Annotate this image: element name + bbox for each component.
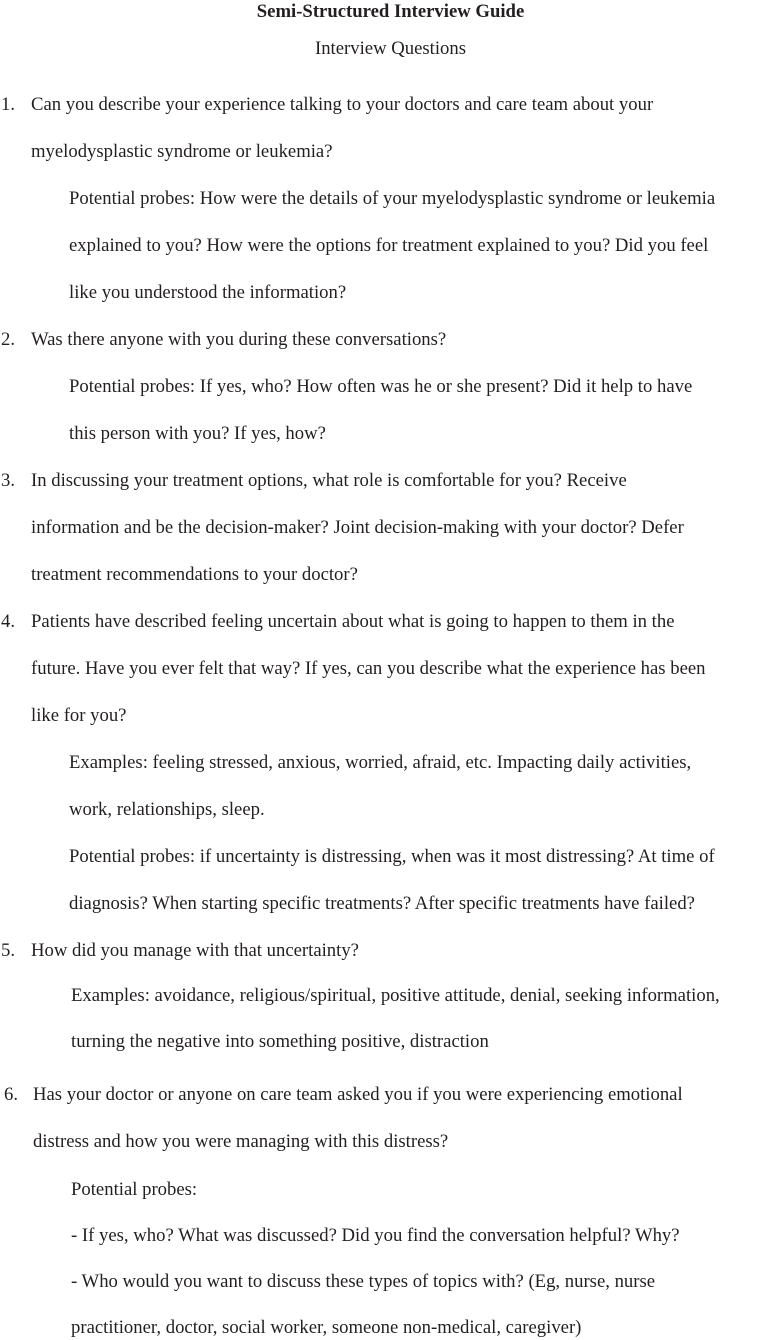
example-text-line: Examples: avoidance, religious/spiritual, positive attitude, denial, seeking information, xyxy=(71,985,720,1006)
question-number: 5. xyxy=(1,940,16,961)
probe-text-line: - If yes, who? What was discussed? Did you find the conversation helpful? Why? xyxy=(71,1225,680,1246)
probe-text-line: - Who would you want to discuss these types of topics with? (Eg, nurse, nurse xyxy=(71,1271,656,1292)
question-text-line: Has your doctor or anyone on care team asked you if you were experiencing emotional xyxy=(33,1084,683,1105)
question-text-line: information and be the decision-maker? Joint decision-making with your doctor? Defer xyxy=(31,517,684,538)
question-text-line: In discussing your treatment options, what role is comfortable for you? Receive xyxy=(31,470,627,491)
question-text-line: like for you? xyxy=(31,705,127,726)
probe-text-line: diagnosis? When starting specific treatments? After specific treatments have failed? xyxy=(69,893,695,914)
question-number: 4. xyxy=(1,611,16,632)
question-text-line: future. Have you ever felt that way? If yes, can you describe what the experience has been xyxy=(31,658,706,679)
question-text-line: distress and how you were managing with this distress? xyxy=(33,1131,449,1152)
question-text-line: Was there anyone with you during these conversations? xyxy=(31,329,447,350)
document-title: Semi-Structured Interview Guide xyxy=(256,1,525,22)
example-text-line: work, relationships, sleep. xyxy=(69,799,265,820)
probe-text-line: practitioner, doctor, social worker, someone non-medical, caregiver) xyxy=(71,1317,582,1338)
probe-text-line: like you understood the information? xyxy=(69,282,347,303)
question-number: 2. xyxy=(1,329,16,350)
probe-text-line: explained to you? How were the options for treatment explained to you? Did you feel xyxy=(69,235,709,256)
question-number: 6. xyxy=(4,1084,19,1105)
probe-text-line: Potential probes: If yes, who? How often was he or she present? Did it help to have xyxy=(69,376,693,397)
question-text-line: How did you manage with that uncertainty? xyxy=(31,940,359,961)
probe-text-line: Potential probes: if uncertainty is distressing, when was it most distressing? At time of xyxy=(69,846,715,867)
probe-text-line: Potential probes: How were the details of your myelodysplastic syndrome or leukemia xyxy=(69,188,716,209)
probe-text-line: Potential probes: xyxy=(71,1179,198,1200)
question-text-line: Patients have described feeling uncertain about what is going to happen to them in the xyxy=(31,611,675,632)
probe-text-line: this person with you? If yes, how? xyxy=(69,423,326,444)
question-text-line: myelodysplastic syndrome or leukemia? xyxy=(31,141,333,162)
question-text-line: treatment recommendations to your doctor? xyxy=(31,564,358,585)
document-subtitle: Interview Questions xyxy=(314,38,467,59)
example-text-line: turning the negative into something positive, distraction xyxy=(71,1031,489,1052)
example-text-line: Examples: feeling stressed, anxious, worried, afraid, etc. Impacting daily activities, xyxy=(69,752,692,773)
question-number: 3. xyxy=(1,470,16,491)
question-text-line: Can you describe your experience talking to your doctors and care team about your xyxy=(31,94,654,115)
question-number: 1. xyxy=(1,94,16,115)
